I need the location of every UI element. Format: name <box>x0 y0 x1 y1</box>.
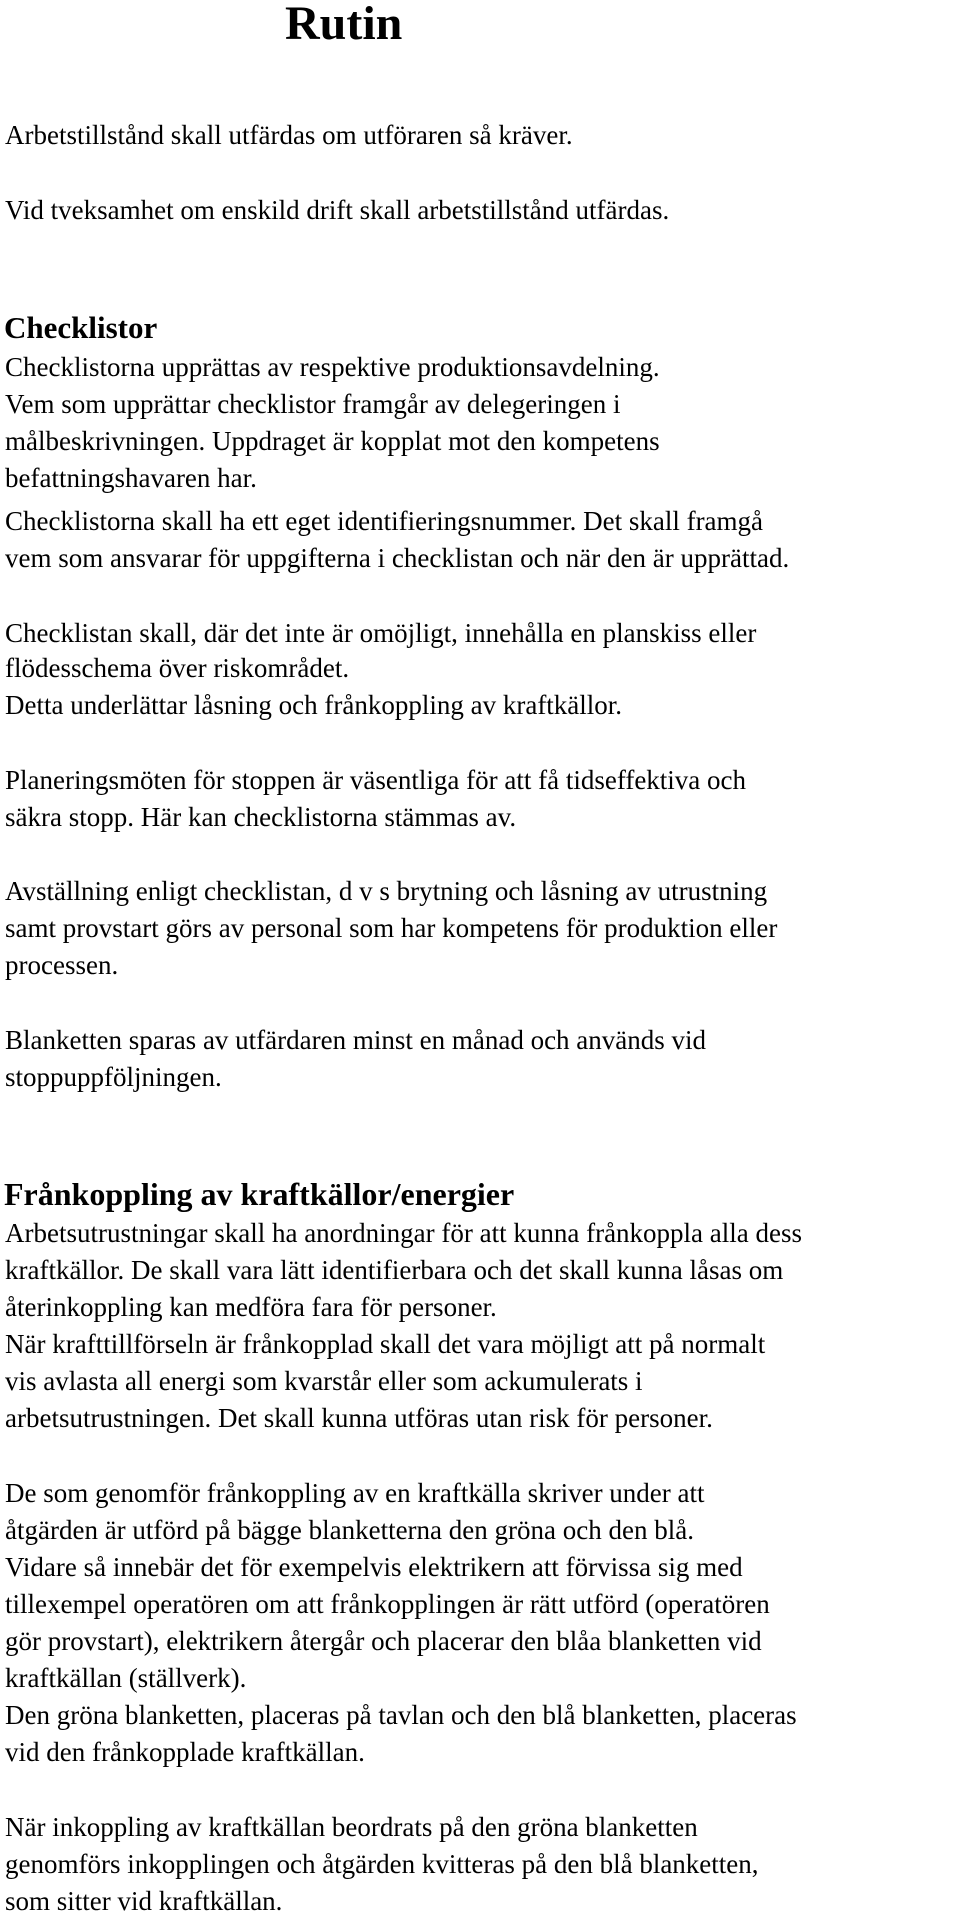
paragraph-line: återinkoppling kan medföra fara för personer. <box>5 1292 497 1322</box>
paragraph-line: som sitter vid kraftkällan. <box>5 1886 283 1916</box>
paragraph-line: samt provstart görs av personal som har kompetens för produktion eller <box>5 913 778 943</box>
paragraph-line: Blanketten sparas av utfärdaren minst en månad och används vid <box>5 1025 707 1055</box>
intro-line: Arbetstillstånd skall utfärdas om utföraren så kräver. <box>5 120 573 150</box>
paragraph-line: vem som ansvarar för uppgifterna i checklistan och när den är upprättad. <box>5 543 790 573</box>
section-heading-checklistor: Checklistor <box>4 310 158 345</box>
paragraph-line: vis avlasta all energi som kvarstår eller som ackumulerats i <box>5 1366 643 1396</box>
paragraph-line: De som genomför frånkoppling av en kraftkälla skriver under att <box>5 1478 705 1508</box>
paragraph-line: Planeringsmöten för stoppen är väsentliga för att få tidseffektiva och <box>5 765 747 795</box>
paragraph-line: befattningshavaren har. <box>5 463 257 493</box>
paragraph-line: kraftkällor. De skall vara lätt identifierbara och det skall kunna låsas om <box>5 1255 784 1285</box>
paragraph-line: tillexempel operatören om att frånkopplingen är rätt utförd (operatören <box>5 1589 770 1619</box>
paragraph-line: stoppuppföljningen. <box>5 1062 222 1092</box>
paragraph-line: Checklistan skall, där det inte är omöjligt, innehålla en planskiss eller <box>5 618 757 648</box>
paragraph-line: arbetsutrustningen. Det skall kunna utföras utan risk för personer. <box>5 1403 713 1433</box>
page-title: Rutin <box>285 0 403 50</box>
paragraph-line: Detta underlättar låsning och frånkoppling av kraftkällor. <box>5 690 623 720</box>
paragraph-line: Vidare så innebär det för exempelvis elektrikern att förvissa sig med <box>5 1552 743 1582</box>
paragraph-line: Arbetsutrustningar skall ha anordningar för att kunna frånkoppla alla dess <box>5 1218 803 1248</box>
paragraph-line: vid den frånkopplade kraftkällan. <box>5 1737 365 1767</box>
paragraph-line: När inkoppling av kraftkällan beordrats på den gröna blanketten <box>5 1812 698 1842</box>
intro-line: Vid tveksamhet om enskild drift skall arbetstillstånd utfärdas. <box>5 195 670 225</box>
paragraph-line: åtgärden är utförd på bägge blanketterna den gröna och den blå. <box>5 1515 694 1545</box>
paragraph-line: processen. <box>5 950 119 980</box>
paragraph-line: När krafttillförseln är frånkopplad skall det vara möjligt att på normalt <box>5 1329 766 1359</box>
paragraph-line: genomförs inkopplingen och åtgärden kvitteras på den blå blanketten, <box>5 1849 759 1879</box>
section-heading-frankoppling: Frånkoppling av kraftkällor/energier <box>4 1176 515 1212</box>
paragraph-line: kraftkällan (ställverk). <box>5 1663 247 1693</box>
paragraph-line: Checklistorna upprättas av respektive produktionsavdelning. <box>5 352 660 382</box>
paragraph-line: Den gröna blanketten, placeras på tavlan och den blå blanketten, placeras <box>5 1700 797 1730</box>
paragraph-line: Vem som upprättar checklistor framgår av delegeringen i <box>5 389 621 419</box>
paragraph-line: gör provstart), elektrikern återgår och placerar den blåa blanketten vid <box>5 1626 762 1656</box>
paragraph-line: Avställning enligt checklistan, d v s brytning och låsning av utrustning <box>5 876 768 906</box>
paragraph-line: säkra stopp. Här kan checklistorna stämmas av. <box>5 802 517 832</box>
paragraph-line: flödesschema över riskområdet. <box>5 653 350 683</box>
paragraph-line: Checklistorna skall ha ett eget identifieringsnummer. Det skall framgå <box>5 506 764 536</box>
paragraph-line: målbeskrivningen. Uppdraget är kopplat mot den kompetens <box>5 426 660 456</box>
